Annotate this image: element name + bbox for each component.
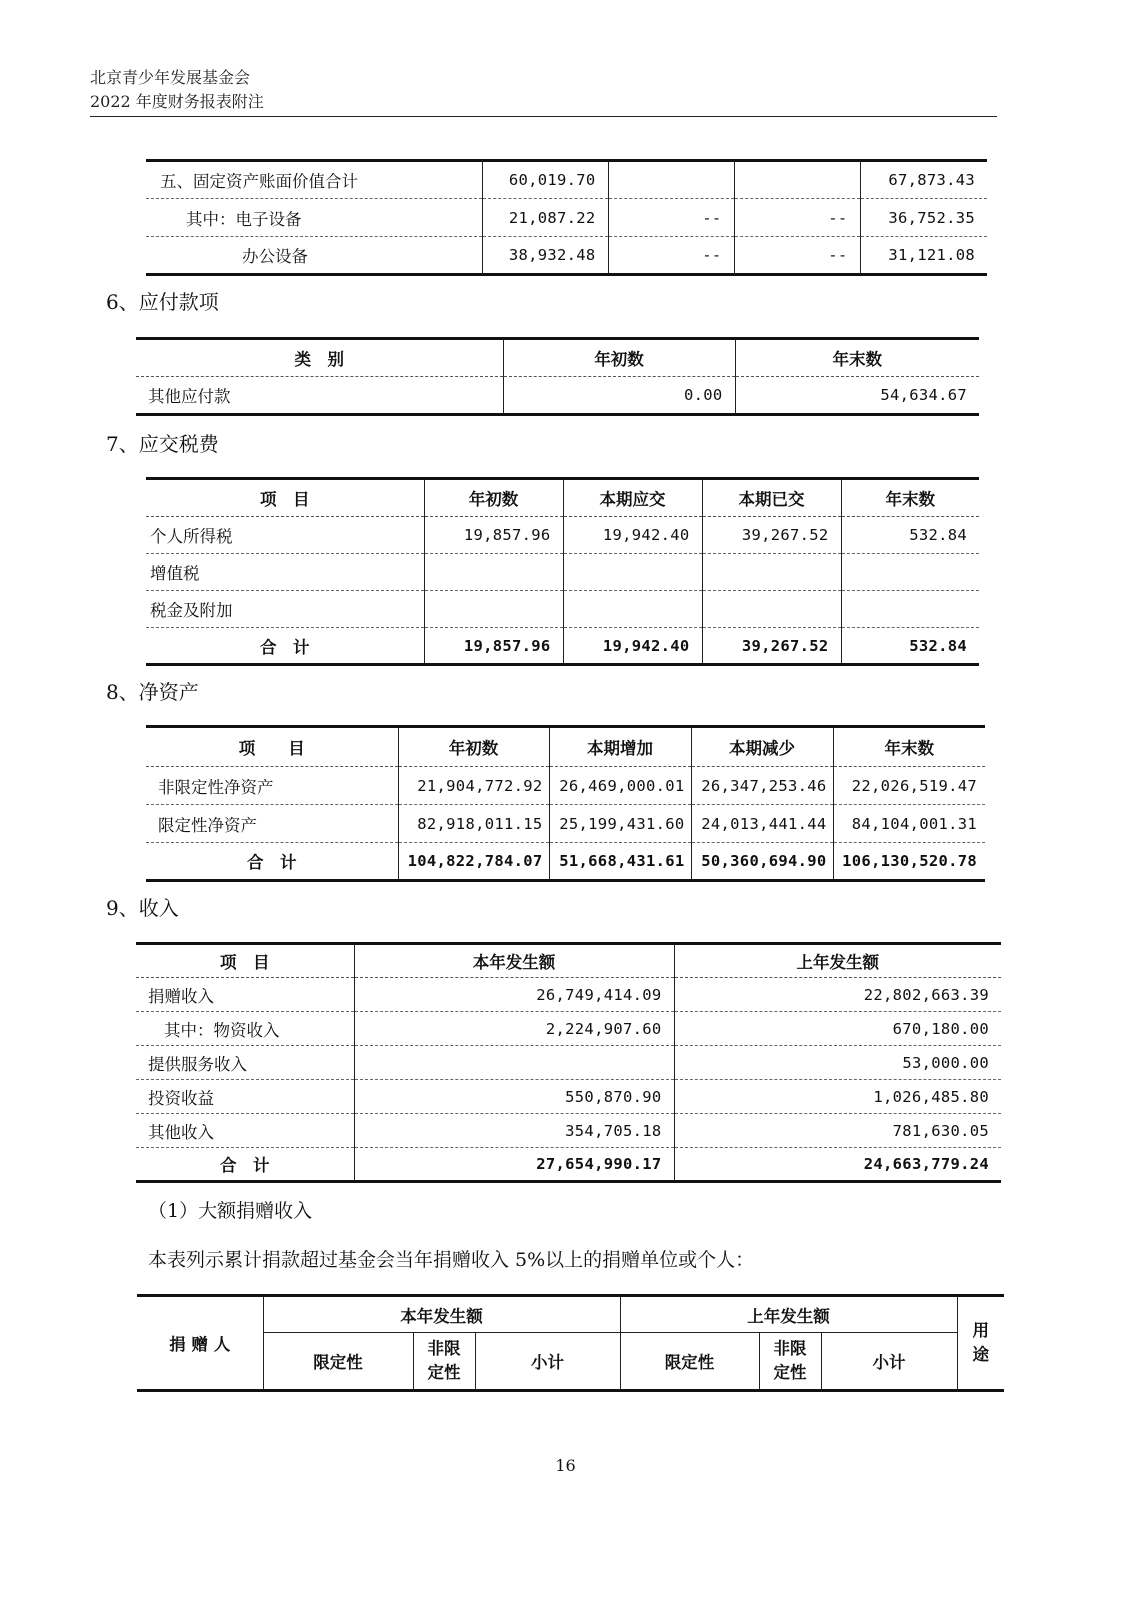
increase-value: 26,469,000.01 — [549, 767, 691, 805]
end-value: 532.84 — [841, 517, 979, 554]
page-header — [90, 66, 264, 114]
col-increase: 本期增加 — [549, 727, 691, 767]
prior-value: 53,000.00 — [674, 1046, 1001, 1080]
total-row — [136, 1148, 1001, 1182]
col-end: 年末数 — [735, 339, 979, 377]
current-value: 354,705.18 — [354, 1114, 674, 1148]
begin-value: 82,918,011.15 — [398, 805, 549, 843]
col-donor: 捐 赠 人 — [169, 1335, 231, 1354]
payables-table — [136, 337, 979, 416]
col-paid: 本期已交 — [702, 479, 841, 517]
total-prior: 24,663,779.24 — [674, 1148, 1001, 1182]
header-doc: 2022 年度财务报表附注 — [90, 92, 264, 111]
col-use — [957, 1296, 1004, 1391]
col-current-restricted: 限定性 — [263, 1333, 413, 1391]
current-value — [354, 1046, 674, 1080]
large-donations-subheading: （1）大额捐赠收入 — [148, 1200, 313, 1222]
table-header-row — [136, 339, 979, 377]
table-row — [136, 1046, 1001, 1080]
prior-value: 781,630.05 — [674, 1114, 1001, 1148]
table-row — [136, 1080, 1001, 1114]
paid-value — [702, 554, 841, 591]
table-subheader-row — [137, 1333, 1004, 1391]
due-value: 19,942.40 — [563, 517, 702, 554]
row-label: 投资收益 — [136, 1080, 354, 1114]
total-label: 合 计 — [220, 1156, 270, 1175]
decrease-value: -- — [734, 199, 860, 237]
col-unrestricted-line-1: 非限 — [773, 1339, 807, 1358]
decrease-value: 26,347,253.46 — [691, 767, 833, 805]
total-row — [146, 628, 979, 665]
begin-value: 21,904,772.92 — [398, 767, 549, 805]
table-row — [146, 767, 985, 805]
col-current-unrestricted — [413, 1333, 475, 1391]
begin-value: 19,857.96 — [424, 517, 563, 554]
prior-value: 22,802,663.39 — [674, 978, 1001, 1012]
begin-value: 21,087.22 — [482, 199, 608, 237]
total-label: 合 计 — [247, 853, 297, 872]
col-prior-subtotal: 小计 — [821, 1333, 957, 1391]
col-unrestricted-line-2: 定性 — [427, 1363, 461, 1382]
prior-value: 1,026,485.80 — [674, 1080, 1001, 1114]
col-current: 本年发生额 — [354, 944, 674, 978]
row-label: 其他应付款 — [148, 387, 231, 406]
end-value — [841, 554, 979, 591]
paid-value: 39,267.52 — [702, 517, 841, 554]
prior-value: 670,180.00 — [674, 1012, 1001, 1046]
paid-value — [702, 591, 841, 628]
col-item: 项 目 — [146, 727, 398, 767]
col-begin: 年初数 — [398, 727, 549, 767]
end-value: 36,752.35 — [860, 199, 987, 237]
end-value: 84,104,001.31 — [833, 805, 985, 843]
table-row — [146, 517, 979, 554]
header-org: 北京青少年发展基金会 — [90, 68, 251, 87]
col-current-subtotal: 小计 — [475, 1333, 620, 1391]
col-prior: 上年发生额 — [674, 944, 1001, 978]
col-begin: 年初数 — [424, 479, 563, 517]
total-current: 27,654,990.17 — [354, 1148, 674, 1182]
end-value: 54,634.67 — [735, 377, 979, 415]
increase-value — [608, 161, 734, 199]
col-begin: 年初数 — [503, 339, 735, 377]
row-label: 非限定性净资产 — [146, 767, 398, 805]
col-prior-restricted: 限定性 — [620, 1333, 759, 1391]
decrease-value: 24,013,441.44 — [691, 805, 833, 843]
row-label: 其中：物资收入 — [136, 1012, 354, 1046]
col-use-line-1: 用 — [972, 1321, 990, 1340]
begin-value — [424, 554, 563, 591]
page-number: 16 — [555, 1456, 576, 1475]
col-prior-year: 上年发生额 — [620, 1296, 957, 1333]
increase-value: -- — [608, 199, 734, 237]
col-end: 年末数 — [841, 479, 979, 517]
row-label: 个人所得税 — [146, 517, 424, 554]
fixed-assets-table — [146, 159, 987, 276]
col-item: 项 目 — [136, 944, 354, 978]
col-unrestricted-line-2: 定性 — [773, 1363, 807, 1382]
current-value: 26,749,414.09 — [354, 978, 674, 1012]
taxes-table — [146, 477, 979, 666]
total-decrease: 50,360,694.90 — [691, 843, 833, 881]
total-label: 合 计 — [260, 637, 310, 657]
col-use-line-2: 途 — [972, 1345, 990, 1364]
table-row — [136, 978, 1001, 1012]
row-label: 增值税 — [146, 554, 424, 591]
begin-value — [424, 591, 563, 628]
table-header-row — [146, 479, 979, 517]
row-label: 捐赠收入 — [136, 978, 354, 1012]
col-current-year: 本年发生额 — [263, 1296, 620, 1333]
total-increase: 51,668,431.61 — [549, 843, 691, 881]
taxes-heading: 7、应交税费 — [106, 432, 219, 456]
table-row — [146, 199, 987, 237]
income-heading: 9、收入 — [106, 896, 179, 920]
table-row — [146, 805, 985, 843]
end-value: 31,121.08 — [860, 237, 987, 275]
income-table — [136, 942, 1001, 1183]
decrease-value — [734, 161, 860, 199]
total-paid: 39,267.52 — [702, 628, 841, 665]
total-end: 106,130,520.78 — [833, 843, 985, 881]
table-row — [146, 554, 979, 591]
table-row — [136, 1114, 1001, 1148]
total-row — [146, 843, 985, 881]
col-item: 项 目 — [146, 479, 424, 517]
net-assets-table — [146, 725, 985, 882]
current-value: 550,870.90 — [354, 1080, 674, 1114]
row-label: 限定性净资产 — [146, 805, 398, 843]
table-row — [146, 161, 987, 199]
current-value: 2,224,907.60 — [354, 1012, 674, 1046]
total-end: 532.84 — [841, 628, 979, 665]
large-donations-table — [137, 1294, 1004, 1392]
col-prior-unrestricted — [759, 1333, 821, 1391]
total-due: 19,942.40 — [563, 628, 702, 665]
col-decrease: 本期减少 — [691, 727, 833, 767]
row-label: 办公设备 — [242, 247, 308, 266]
end-value: 67,873.43 — [860, 161, 987, 199]
row-label: 五、固定资产账面价值合计 — [146, 161, 482, 199]
table-row — [146, 591, 979, 628]
due-value — [563, 591, 702, 628]
col-end: 年末数 — [833, 727, 985, 767]
table-header-row — [146, 727, 985, 767]
large-donations-intro: 本表列示累计捐款超过基金会当年捐赠收入 5%以上的捐赠单位或个人： — [148, 1249, 755, 1271]
begin-value: 60,019.70 — [482, 161, 608, 199]
header-rule — [90, 116, 997, 117]
col-category: 类 别 — [136, 339, 503, 377]
begin-value: 0.00 — [503, 377, 735, 415]
end-value — [841, 591, 979, 628]
end-value: 22,026,519.47 — [833, 767, 985, 805]
col-unrestricted-line-1: 非限 — [427, 1339, 461, 1358]
increase-value: -- — [608, 237, 734, 275]
total-begin: 19,857.96 — [424, 628, 563, 665]
payables-heading: 6、应付款项 — [106, 290, 219, 314]
increase-value: 25,199,431.60 — [549, 805, 691, 843]
table-row — [136, 1012, 1001, 1046]
row-label: 提供服务收入 — [136, 1046, 354, 1080]
row-label: 税金及附加 — [146, 591, 424, 628]
decrease-value: -- — [734, 237, 860, 275]
row-label: 其他收入 — [136, 1114, 354, 1148]
due-value — [563, 554, 702, 591]
begin-value: 38,932.48 — [482, 237, 608, 275]
table-row — [146, 237, 987, 275]
total-begin: 104,822,784.07 — [398, 843, 549, 881]
table-header-row — [136, 944, 1001, 978]
col-due: 本期应交 — [563, 479, 702, 517]
net-assets-heading: 8、净资产 — [106, 680, 199, 704]
table-header-row — [137, 1296, 1004, 1333]
table-row — [136, 377, 979, 415]
row-label: 其中：电子设备 — [146, 199, 482, 237]
